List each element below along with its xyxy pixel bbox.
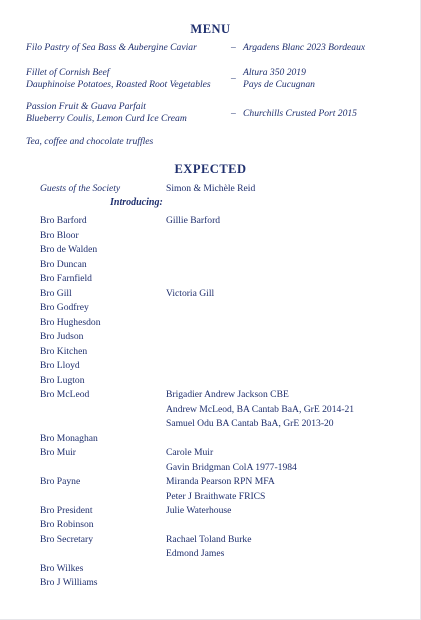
member-guest: Brigadier Andrew Jackson CBE (166, 389, 289, 400)
expected-heading: EXPECTED (174, 162, 247, 176)
member-name: Bro Payne (40, 476, 81, 487)
member-name: Bro Bloor (40, 230, 79, 241)
member-name: Bro Lloyd (40, 360, 80, 371)
member-name: Bro Robinson (40, 519, 94, 530)
member-name: Bro Duncan (40, 259, 87, 270)
member-name: Bro Farnfield (40, 273, 92, 284)
member-name: Bro de Walden (40, 244, 98, 255)
course-line: Filo Pastry of Sea Bass & Aubergine Caviar (26, 42, 197, 53)
member-name: Bro Monaghan (40, 433, 98, 444)
member-name: Bro Gill (40, 288, 72, 299)
course-main (26, 67, 211, 90)
member-guest: Miranda Pearson RPN MFA (166, 476, 275, 487)
wine-line: Pays de Cucugnan (243, 78, 315, 90)
member-name: Bro J Williams (40, 577, 98, 588)
wine-main (243, 67, 315, 90)
wine-line: Churchills Crusted Port 2015 (243, 108, 357, 119)
guests-of-society-label: Guests of the Society (40, 183, 121, 194)
dash-separator: – (231, 73, 236, 84)
course-line: Blueberry Coulis, Lemon Curd Ice Cream (26, 112, 187, 124)
member-name: Bro Barford (40, 215, 87, 226)
wine-starter (243, 42, 365, 54)
course-line: Tea, coffee and chocolate truffles (26, 136, 154, 147)
dash-separator: – (231, 42, 236, 53)
wine-line: Altura 350 2019 (243, 67, 306, 78)
member-guest: Edmond James (166, 548, 225, 559)
member-name: Bro Hughesdon (40, 317, 101, 328)
member-guest: Victoria Gill (166, 288, 215, 299)
member-guest: Gillie Barford (166, 215, 221, 226)
member-name: Bro McLeod (40, 389, 90, 400)
member-name: Bro Muir (40, 447, 76, 458)
member-guest: Rachael Toland Burke (166, 534, 252, 545)
course-coffee (26, 136, 153, 148)
introducing-label: Introducing: (110, 197, 163, 208)
wine-dessert (243, 108, 357, 120)
guests-of-society-names: Simon & Michèle Reid (166, 183, 256, 194)
course-line: Passion Fruit & Guava Parfait (26, 101, 146, 112)
member-guest: Samuel Odu BA Cantab BaA, GrE 2013-20 (166, 418, 334, 429)
menu-heading: MENU (190, 22, 231, 36)
member-name: Bro Lugton (40, 375, 85, 386)
member-name: Bro Judson (40, 331, 84, 342)
wine-line: Argadens Blanc 2023 Bordeaux (243, 42, 366, 53)
member-name: Bro Wilkes (40, 563, 84, 574)
member-name: Bro Godfrey (40, 302, 89, 313)
member-name: Bro Secretary (40, 534, 94, 545)
course-dessert (26, 101, 187, 124)
member-guest: Andrew McLeod, BA Cantab BaA, GrE 2014-21 (166, 404, 355, 415)
member-guest: Julie Waterhouse (166, 505, 232, 516)
member-name: Bro Kitchen (40, 346, 88, 357)
member-guest: Peter J Braithwate FRICS (166, 491, 266, 502)
dash-separator: – (231, 108, 236, 119)
member-guest: Carole Muir (166, 447, 214, 458)
course-line: Fillet of Cornish Beef (26, 67, 110, 78)
member-name: Bro President (40, 505, 93, 516)
member-guest: Gavin Bridgman ColA 1977-1984 (166, 462, 297, 473)
course-starter (26, 42, 197, 54)
course-line: Dauphinoise Potatoes, Roasted Root Vegetables (26, 78, 211, 90)
